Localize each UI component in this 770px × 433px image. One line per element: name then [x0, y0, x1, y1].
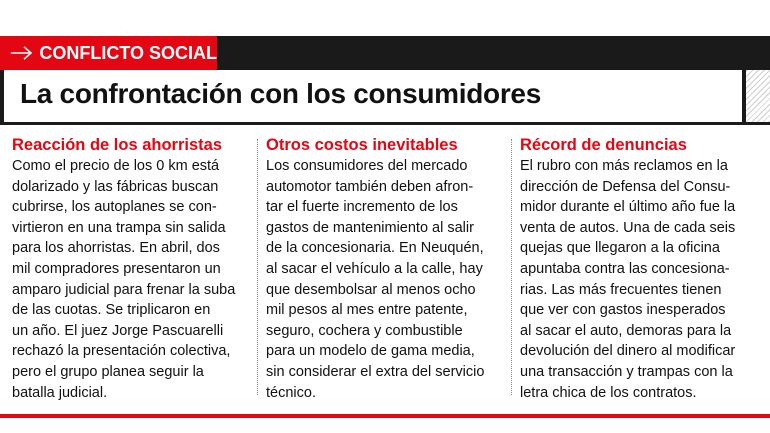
column-title: Récord de denuncias: [520, 136, 687, 154]
text-line: devolución del dinero al modificar: [520, 343, 736, 360]
text-line: un año. El juez Jorge Pascuarelli: [12, 322, 224, 339]
column-title: Otros costos inevitables: [266, 136, 458, 154]
headline: La confrontación con los consumidores: [20, 78, 541, 109]
text-line: de las cuotas. Se triplicaron en: [12, 302, 211, 319]
text-line: dolarizado y las fábricas buscan: [12, 178, 219, 195]
text-line: una transacción y trampas con la: [520, 363, 733, 380]
text-line: al sacar el auto, demoras para la: [520, 322, 732, 339]
text-line: virtieron en una trampa sin salida: [12, 219, 226, 236]
text-line: rechazó la presentación colectiva,: [12, 343, 231, 360]
column-ahorristas: [12, 135, 252, 403]
section-kicker: [0, 36, 217, 70]
text-line: amparo judicial para frenar la suba: [12, 281, 236, 298]
text-line: pero el grupo planea seguir la: [12, 363, 204, 380]
column-denuncias: [520, 135, 760, 403]
text-line: midor durante el último año fue la: [520, 199, 736, 216]
text-line: que desembolsar al menos ocho: [266, 281, 476, 298]
text-line: para un modelo de gama media,: [266, 343, 475, 360]
column-divider: [257, 139, 258, 395]
text-line: Los consumidores del mercado: [266, 158, 468, 174]
text-line: sin considerar el extra del servicio: [266, 363, 485, 380]
text-line: quejas que llegaron a la oficina: [520, 240, 720, 257]
text-line: rias. Las más frecuentes tienen: [520, 281, 722, 298]
columns-container: [0, 122, 770, 414]
text-line: mil pesos al mes entre patente,: [266, 302, 468, 319]
arrow-right-icon: [10, 43, 33, 63]
text-line: para los ahorristas. En abril, dos: [12, 240, 220, 257]
text-line: al sacar el vehículo a la calle, hay: [266, 260, 483, 277]
kicker-label: CONFLICTO SOCIAL: [39, 42, 217, 63]
text-line: mil compradores presentaron un: [12, 260, 221, 277]
text-line: técnico.: [266, 384, 316, 401]
text-line: tar el fuerte incremento de los: [266, 199, 458, 216]
column-costos: [266, 135, 506, 403]
text-line: El rubro con más reclamos en la: [520, 158, 728, 174]
text-line: seguro, cochera y combustible: [266, 322, 463, 339]
text-line: gastos de mantenimiento al salir: [266, 219, 474, 236]
text-line: batalla judicial.: [12, 384, 108, 401]
text-line: de la concesionaria. En Neuquén,: [266, 240, 484, 257]
text-line: Como el precio de los 0 km está: [12, 158, 220, 174]
column-title: Reacción de los ahorristas: [12, 136, 222, 154]
text-line: que ver con gastos inesperados: [520, 302, 726, 319]
text-line: automotor también deben afron-: [266, 178, 474, 195]
bottom-rule: [0, 414, 770, 418]
text-line: apuntaba contra las concesiona-: [520, 260, 730, 277]
text-line: dirección de Defensa del Consu-: [520, 178, 731, 195]
text-line: venta de autos. Una de cada seis: [520, 219, 736, 236]
text-line: letra chica de los contratos.: [520, 384, 697, 401]
text-line: cubrirse, los autoplanes se con-: [12, 199, 217, 216]
column-divider: [511, 139, 512, 395]
headline-box: [0, 70, 746, 122]
